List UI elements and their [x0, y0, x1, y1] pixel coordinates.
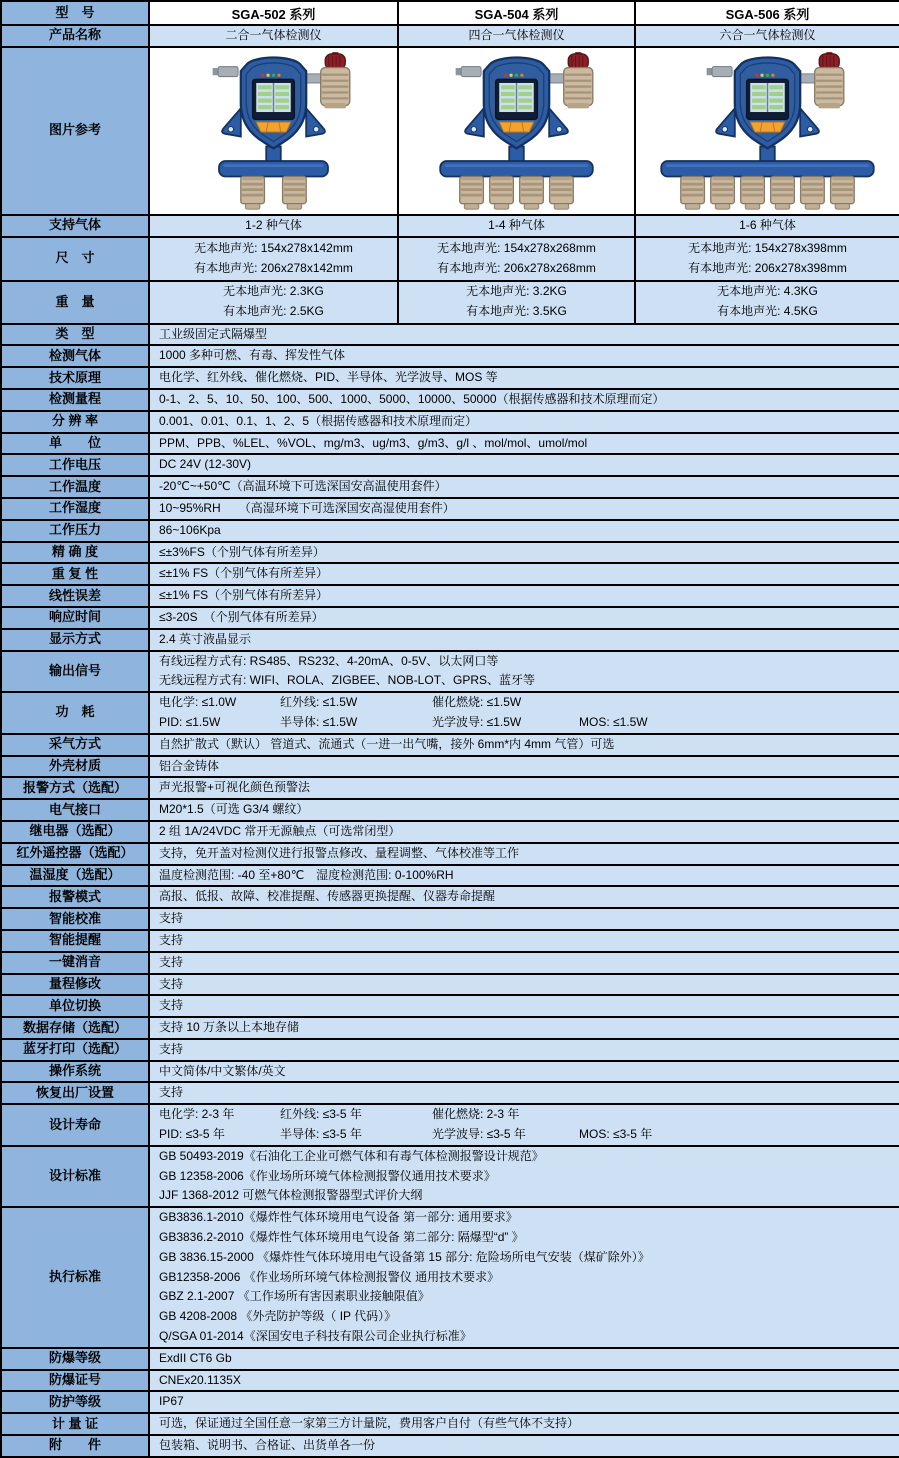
spec-row-value: PPM、PPB、%LEL、%VOL、mg/m3、ug/m3、g/m3、g/l 、mol/mol、umol/mol	[149, 433, 899, 455]
spec-row-label: 类 型	[1, 324, 149, 346]
weight-504: 无本地声光: 3.2KG 有本地声光: 3.5KG	[398, 281, 635, 324]
spec-segment: PID: ≤1.5W	[159, 714, 221, 729]
spec-row-value: 支持	[149, 908, 899, 930]
spec-segment: 光学波导: ≤3-5 年	[432, 1127, 526, 1142]
spec-segment: 光学波导: ≤1.5W	[432, 714, 522, 729]
spec-segment: MOS: ≤1.5W	[579, 714, 648, 729]
spec-row-label: 技术原理	[1, 367, 149, 389]
image-row-label: 图片参考	[1, 47, 149, 215]
spec-row	[1, 367, 899, 389]
spec-row	[1, 995, 899, 1017]
size-506: 无本地声光: 154x278x398mm 有本地声光: 206x278x398mm	[635, 237, 899, 281]
spec-row-value: ≤±1% FS（个别气体有所差异）	[149, 563, 899, 585]
spec-segment: 红外线: ≤3-5 年	[280, 1107, 362, 1122]
spec-row-label: 单位切换	[1, 995, 149, 1017]
device-image-sga-506	[635, 47, 899, 215]
spec-row	[1, 974, 899, 996]
spec-row-value: GB3836.1-2010《爆炸性气体环境用电气设备 第一部分: 通用要求》 GB3836.2-2010《爆炸性气体环境用电气设备 第二部分: 隔爆型“d” 》 GB 3836.15-2000 《爆炸性气体环境用电气设备第 15 部分: 危险场所电气安装（煤矿除外）》 GB12358-2006 《作业场所环境气体检测报警仪 通用技术要求》 GBZ 2.1-2007 《工作场所有害因素职业接触限值》 GB 4208-2008 《外壳防护等级（ IP 代码）》 Q/SGA 01-2014《深国安电子科技有限公司企业执行标准》	[149, 1207, 899, 1348]
product-name-504: 四合一气体检测仪	[398, 25, 635, 47]
spec-row-value: ExdII CT6 Gb	[149, 1348, 899, 1370]
spec-row-value	[149, 1104, 899, 1146]
spec-row-label: 设计寿命	[1, 1104, 149, 1146]
weight-502: 无本地声光: 2.3KG 有本地声光: 2.5KG	[149, 281, 398, 324]
gas-detector-illustration	[403, 52, 630, 212]
spec-row	[1, 952, 899, 974]
spec-row	[1, 1348, 899, 1370]
spec-row-value: 支持	[149, 952, 899, 974]
spec-segment: PID: ≤3-5 年	[159, 1127, 225, 1142]
spec-row-value: 10~95%RH （高湿环境下可选深国安高湿使用套件）	[149, 498, 899, 520]
spec-segment: 半导体: ≤1.5W	[280, 714, 358, 729]
spec-row	[1, 1370, 899, 1392]
spec-row-label: 检测量程	[1, 389, 149, 411]
spec-row	[1, 651, 899, 693]
gas-detector-illustration	[160, 52, 387, 212]
spec-row	[1, 734, 899, 756]
weight-row-label: 重 量	[1, 281, 149, 324]
spec-row-label: 设计标准	[1, 1146, 149, 1207]
size-504: 无本地声光: 154x278x268mm 有本地声光: 206x278x268mm	[398, 237, 635, 281]
spec-row-value: 电化学、红外线、催化燃烧、PID、半导体、光学波导、MOS 等	[149, 367, 899, 389]
spec-row-label: 附 件	[1, 1435, 149, 1457]
spec-row-value	[149, 692, 899, 734]
spec-row	[1, 454, 899, 476]
spec-row-label: 工作温度	[1, 476, 149, 498]
spec-row-value: CNEx20.1135X	[149, 1370, 899, 1392]
spec-row-label: 恢复出厂设置	[1, 1082, 149, 1104]
spec-row-label: 操作系统	[1, 1061, 149, 1083]
spec-row-label: 继电器（选配）	[1, 821, 149, 843]
spec-row	[1, 692, 899, 734]
spec-row-value: M20*1.5（可选 G3/4 螺纹）	[149, 799, 899, 821]
image-row	[1, 47, 899, 215]
spec-row	[1, 324, 899, 346]
spec-row-value: 2.4 英寸液晶显示	[149, 629, 899, 651]
spec-row-label: 功 耗	[1, 692, 149, 734]
spec-row	[1, 865, 899, 887]
dimensions-row	[1, 237, 899, 281]
spec-row	[1, 1017, 899, 1039]
spec-row-label: 报警模式	[1, 886, 149, 908]
spec-segment: MOS: ≤3-5 年	[579, 1127, 653, 1142]
spec-row-value: 有线远程方式有: RS485、RS232、4-20mA、0-5V、以太网口等 无线远程方式有: WIFI、ROLA、ZIGBEE、NOB-LOT、GPRS、蓝牙等	[149, 651, 899, 693]
spec-row-label: 单 位	[1, 433, 149, 455]
spec-row-value: 中文简体/中文繁体/英文	[149, 1061, 899, 1083]
spec-row-label: 执行标准	[1, 1207, 149, 1348]
spec-row-value: 包装箱、说明书、合格证、出货单各一份	[149, 1435, 899, 1457]
spec-row-label: 重 复 性	[1, 563, 149, 585]
spec-row-label: 线性误差	[1, 585, 149, 607]
spec-segment: 催化燃烧: ≤1.5W	[432, 695, 522, 710]
spec-row	[1, 930, 899, 952]
spec-row-value: DC 24V (12-30V)	[149, 454, 899, 476]
product-name-502: 二合一气体检测仪	[149, 25, 398, 47]
spec-row-label: 数据存储（选配）	[1, 1017, 149, 1039]
spec-row-label: 工作湿度	[1, 498, 149, 520]
spec-row	[1, 520, 899, 542]
spec-row	[1, 777, 899, 799]
model-sga-506: SGA-506 系列	[635, 1, 899, 25]
spec-row	[1, 411, 899, 433]
spec-row-value: 86~106Kpa	[149, 520, 899, 542]
spec-row-label: 外壳材质	[1, 756, 149, 778]
spec-segment: 半导体: ≤3-5 年	[280, 1127, 362, 1142]
spec-row	[1, 821, 899, 843]
spec-row-label: 智能提醒	[1, 930, 149, 952]
spec-row-label: 红外遥控器（选配）	[1, 843, 149, 865]
spec-row-label: 分 辨 率	[1, 411, 149, 433]
product-name-row	[1, 25, 899, 47]
spec-row	[1, 886, 899, 908]
spec-row-value: 支持，免开盖对检测仪进行报警点修改、量程调整、气体校准等工作	[149, 843, 899, 865]
spec-row-label: 防爆证号	[1, 1370, 149, 1392]
weight-506: 无本地声光: 4.3KG 有本地声光: 4.5KG	[635, 281, 899, 324]
spec-row-value: 温度检测范围: -40 至+80℃ 湿度检测范围: 0-100%RH	[149, 865, 899, 887]
spec-row-value: 1000 多种可燃、有毒、挥发性气体	[149, 345, 899, 367]
spec-rows-section	[1, 324, 899, 1457]
model-row	[1, 1, 899, 25]
spec-row	[1, 1146, 899, 1207]
spec-row-value: 可选，保证通过全国任意一家第三方计量院，费用客户自付（有些气体不支持）	[149, 1413, 899, 1435]
spec-row	[1, 1413, 899, 1435]
spec-row	[1, 607, 899, 629]
spec-row	[1, 756, 899, 778]
spec-row-value: GB 50493-2019《石油化工企业可燃气体和有毒气体检测报警设计规范》 GB 12358-2006《作业场所环境气体检测报警仪通用技术要求》 JJF 1368-2012 可燃气体检测报警器型式评价大纲	[149, 1146, 899, 1207]
spec-row	[1, 585, 899, 607]
size-row-label: 尺 寸	[1, 237, 149, 281]
product-row-label: 产品名称	[1, 25, 149, 47]
spec-row	[1, 433, 899, 455]
spec-row	[1, 908, 899, 930]
weight-row	[1, 281, 899, 324]
spec-row	[1, 843, 899, 865]
spec-row-label: 一键消音	[1, 952, 149, 974]
gas-detector-illustration	[654, 52, 881, 212]
top-section	[1, 1, 899, 324]
spec-row	[1, 345, 899, 367]
spec-row-label: 智能校准	[1, 908, 149, 930]
spec-row-value: 支持	[149, 930, 899, 952]
gas-count-506: 1-6 种气体	[635, 215, 899, 237]
spec-row-label: 工作压力	[1, 520, 149, 542]
spec-row-label: 报警方式（选配）	[1, 777, 149, 799]
spec-segment: 电化学: ≤1.0W	[159, 695, 237, 710]
model-row-label: 型 号	[1, 1, 149, 25]
gas-count-502: 1-2 种气体	[149, 215, 398, 237]
spec-row-label: 精 确 度	[1, 542, 149, 564]
spec-row	[1, 1391, 899, 1413]
size-502: 无本地声光: 154x278x142mm 有本地声光: 206x278x142mm	[149, 237, 398, 281]
spec-row-label: 防护等级	[1, 1391, 149, 1413]
device-image-sga-504	[398, 47, 635, 215]
spec-row	[1, 389, 899, 411]
spec-row-value: 自然扩散式（默认） 管道式、流通式（一进一出气嘴，接外 6mm*内 4mm 气管）可选	[149, 734, 899, 756]
spec-row	[1, 629, 899, 651]
spec-row	[1, 1082, 899, 1104]
spec-row-value: -20℃~+50℃（高温环境下可选深国安高温使用套件）	[149, 476, 899, 498]
spec-row-label: 电气接口	[1, 799, 149, 821]
spec-row-value: 2 组 1A/24VDC 常开无源触点（可选常闭型）	[149, 821, 899, 843]
spec-row-value: 声光报警+可视化颜色预警法	[149, 777, 899, 799]
gas-count-504: 1-4 种气体	[398, 215, 635, 237]
spec-row	[1, 563, 899, 585]
spec-row	[1, 799, 899, 821]
spec-row	[1, 542, 899, 564]
spec-row-value: 支持	[149, 1039, 899, 1061]
spec-row-label: 检测气体	[1, 345, 149, 367]
product-name-506: 六合一气体检测仪	[635, 25, 899, 47]
spec-row-value: ≤±1% FS（个别气体有所差异）	[149, 585, 899, 607]
supported-gas-row	[1, 215, 899, 237]
spec-row-label: 量程修改	[1, 974, 149, 996]
spec-row-value: 支持	[149, 995, 899, 1017]
spec-row-value: 0.001、0.01、0.1、1、2、5（根据传感器和技术原理而定）	[149, 411, 899, 433]
spec-row-label: 响应时间	[1, 607, 149, 629]
device-image-sga-502	[149, 47, 398, 215]
model-sga-502: SGA-502 系列	[149, 1, 398, 25]
spec-row	[1, 1061, 899, 1083]
spec-row-value: 高报、低报、故障、校准提醒、传感器更换提醒、仪器寿命提醒	[149, 886, 899, 908]
spec-row	[1, 1104, 899, 1146]
spec-segment: 催化燃烧: 2-3 年	[432, 1107, 520, 1122]
spec-row	[1, 476, 899, 498]
spec-row-value: 支持 10 万条以上本地存储	[149, 1017, 899, 1039]
spec-segment: 红外线: ≤1.5W	[280, 695, 358, 710]
spec-row	[1, 1039, 899, 1061]
spec-row-value: 铝合金铸体	[149, 756, 899, 778]
spec-row	[1, 498, 899, 520]
gas-row-label: 支持气体	[1, 215, 149, 237]
spec-row-label: 温湿度（选配）	[1, 865, 149, 887]
spec-segment: 电化学: 2-3 年	[159, 1107, 235, 1122]
spec-row	[1, 1207, 899, 1348]
spec-row-label: 防爆等级	[1, 1348, 149, 1370]
spec-row-value: IP67	[149, 1391, 899, 1413]
spec-row-value: ≤±3%FS（个别气体有所差异）	[149, 542, 899, 564]
spec-row-label: 采气方式	[1, 734, 149, 756]
model-sga-504: SGA-504 系列	[398, 1, 635, 25]
spec-row-value: 支持	[149, 974, 899, 996]
spec-row-value: ≤3-20S （个别气体有所差异）	[149, 607, 899, 629]
spec-row-label: 蓝牙打印（选配）	[1, 1039, 149, 1061]
spec-row-value: 支持	[149, 1082, 899, 1104]
spec-row-label: 显示方式	[1, 629, 149, 651]
spec-row-value: 0-1、2、5、10、50、100、500、1000、5000、10000、50000（根据传感器和技术原理而定）	[149, 389, 899, 411]
spec-row-label: 输出信号	[1, 651, 149, 693]
spec-row-label: 工作电压	[1, 454, 149, 476]
spec-row-value: 工业级固定式隔爆型	[149, 324, 899, 346]
spec-row-label: 计 量 证	[1, 1413, 149, 1435]
